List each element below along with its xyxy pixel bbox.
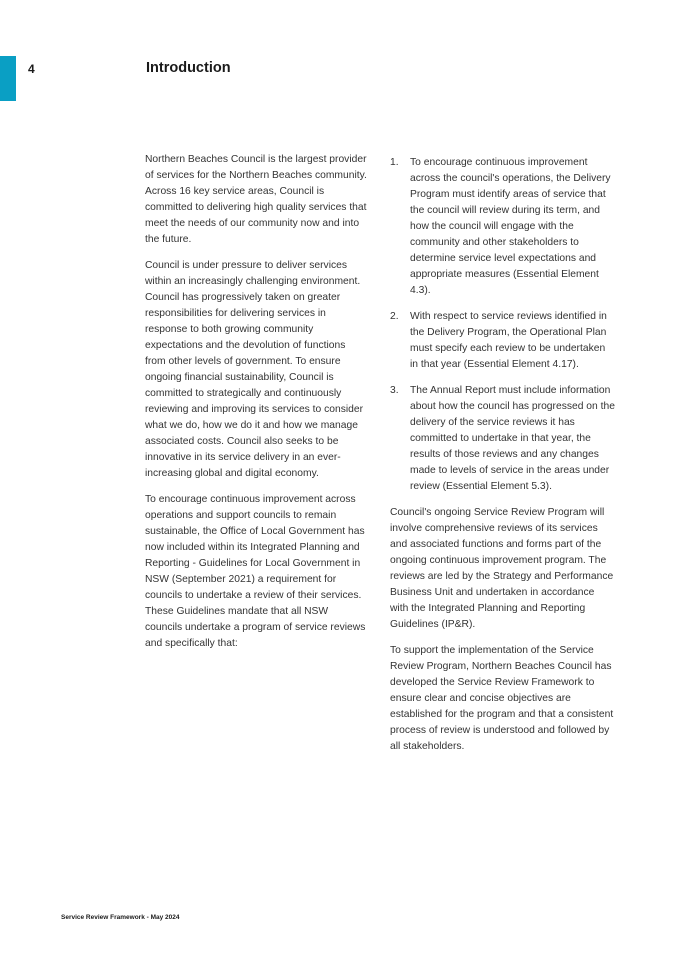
requirement-item (390, 155, 615, 299)
intro-paragraph-2: Council is under pressure to deliver services within an increasingly challenging environment. Council has progressively taken on greater responsibilities for delivering services in response to both growing community expectations and the devolution of functions from other levels of government. To ensure ongoing financial sustainability, Council is committed to strategically and continuously reviewing and improving its services to consider what we do, how we do it and how we manage associated costs. Council also seeks to be innovative in its service delivery in an ever-increasing global and digital economy. (145, 260, 364, 479)
requirement-text: With respect to service reviews identified in the Delivery Program, the Operational Plan must specify each review to be undertaken in that year (Essential Element 4.17). (410, 311, 607, 370)
framework-paragraph: To support the implementation of the Service Review Program, Northern Beaches Council has developed the Service Review Framework to ensure clear and concise objectives are established for the program and that a consistent process of review is understood and followed by all stakeholders. (390, 645, 614, 752)
requirement-number: 3. (390, 385, 399, 396)
intro-paragraph-1: Northern Beaches Council is the largest provider of services for the Northern Beaches community. Across 16 key service areas, Council is committed to delivering high quality services that meet the needs of our community now and into the future. (145, 154, 367, 245)
requirement-number: 1. (390, 157, 399, 168)
requirement-item (390, 309, 615, 373)
requirement-item (390, 383, 615, 495)
left-column (145, 152, 367, 662)
page-title: Introduction (146, 60, 231, 76)
page-footer: Service Review Framework - May 2024 (61, 914, 180, 921)
page-accent-tab (0, 56, 16, 101)
requirement-number: 2. (390, 311, 399, 322)
requirement-text: The Annual Report must include information about how the council has progressed on the delivery of the service reviews it has committed to undertake in that year, the results of those reviews and any changes made to levels of service in the areas under review (Essential Element 5.3). (410, 385, 615, 492)
intro-paragraph-3: To encourage continuous improvement across operations and support councils to remain sustainable, the Office of Local Government has now included within its Integrated Planning and Reporting - Guidelines for Local Government in NSW (September 2021) a requirement for councils to undertake a review of their services. These Guidelines mandate that all NSW councils undertake a program of service reviews and specifically that: (145, 494, 366, 649)
program-paragraph: Council's ongoing Service Review Program will involve comprehensive reviews of its services and associated functions and forms part of the ongoing continuous improvement program. The reviews are led by the Strategy and Performance Business Unit and undertaken in accordance with the Integrated Planning and Reporting Guidelines (IP&R). (390, 507, 614, 630)
right-column (390, 155, 615, 765)
page-number: 4 (28, 62, 35, 76)
requirements-list (390, 155, 615, 495)
requirement-text: To encourage continuous improvement across the council's operations, the Delivery Program must identify areas of service that the council will review during its term, and how the council will engage with the community and other stakeholders to determine service level expectations and appropriate measures (Essential Element 4.3). (410, 157, 611, 296)
